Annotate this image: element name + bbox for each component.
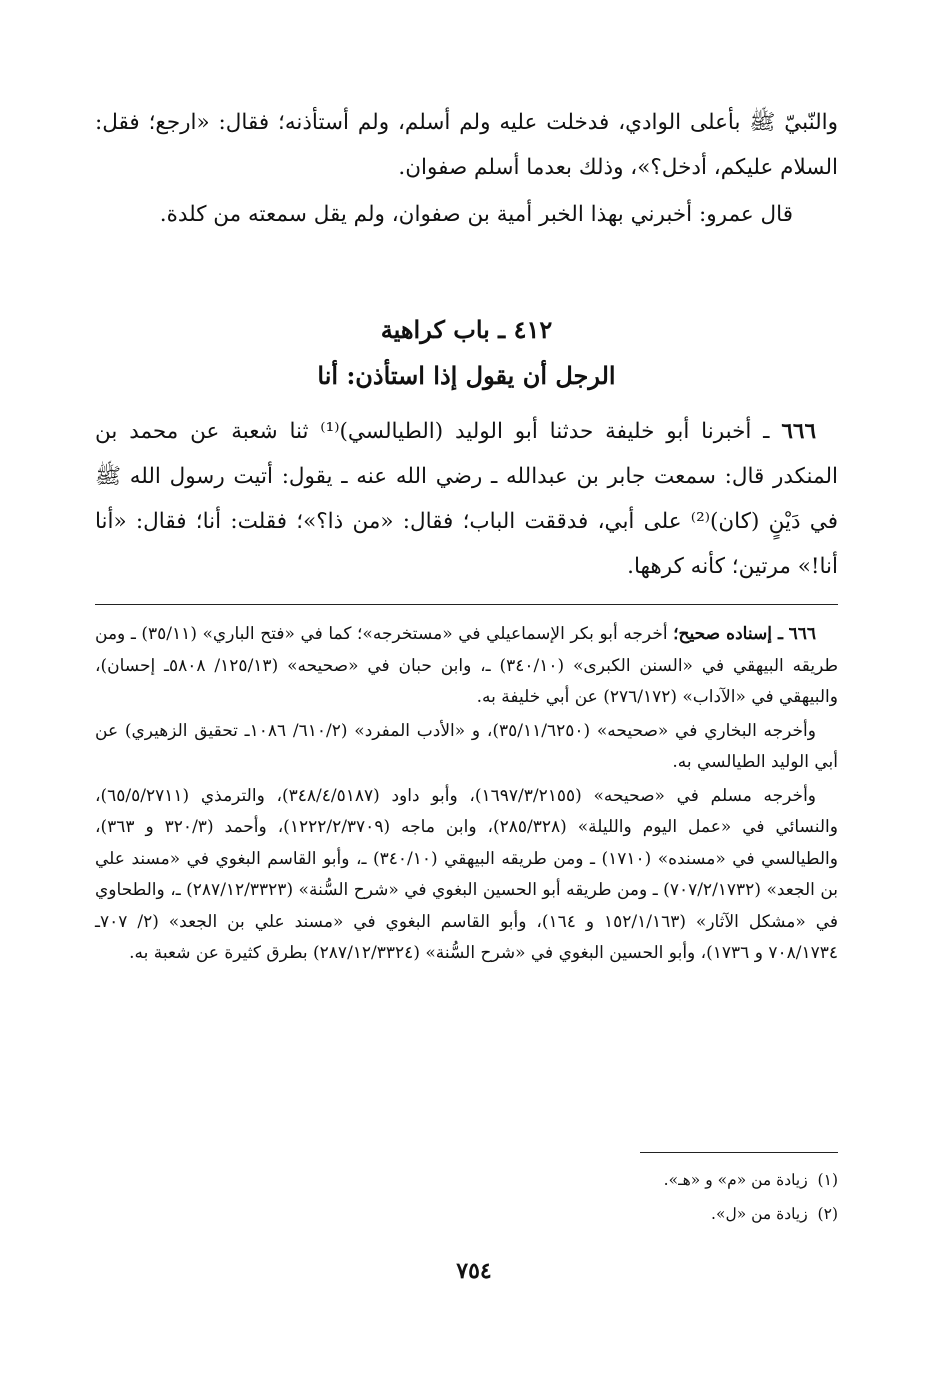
footnote-text: زيادة من «ل». (711, 1205, 808, 1223)
chapter-heading (95, 307, 838, 399)
footnote-number: (١) (817, 1171, 838, 1189)
footnote-text: زيادة من «م» و «هـ». (663, 1171, 808, 1189)
chapter-title-line1: ٤١٢ ـ باب كراهية (380, 315, 553, 344)
footnote-2 (95, 1197, 838, 1231)
commentary-number: ٦٦٦ (788, 624, 817, 644)
page-number: ٧٥٤ (456, 1258, 492, 1284)
hadith-text: ـ أخبرنا أبو خليفة حدثنا أبو الوليد (الطيالسي)⁽¹⁾ ثنا شعبة عن محمد بن المنكدر قال: سمعت جابر بن عبدالله ـ رضي الله عنه ـ يقول: أتيت رسول الله ﷺ في دَيْنٍ (كان)⁽²⁾ على أبي، فدققت الباب؛ فقال: «من ذا؟»؛ فقلت: أنا؛ فقال: «أنا أنا!» مرتين؛ كأنه كرهها. (95, 419, 838, 579)
commentary-grade: ـ إسناده صحيح؛ (673, 624, 784, 644)
commentary (95, 619, 838, 970)
main-text-top (95, 100, 838, 237)
commentary-para-1 (95, 619, 838, 714)
hadith-number: ٦٦٦ (781, 419, 816, 444)
commentary-text-1: أخرجه أبو بكر الإسماعيلي في «مستخرجه»؛ كما في «فتح الباري» (٣٥/١١) ـ ومن طريقه البيهقي في «السنن الكبرى» (٣٤٠/١٠) ـ، وابن حبان في «صحيحه» (١٢٥/١٣/ ٥٨٠٨ـ إحسان)، والبيهقي في «الآداب» (٢٧٦/١٧٢) عن أبي خليفة به. (95, 624, 838, 707)
paragraph-amr: قال عمرو: أخبرني بهذا الخبر أمية بن صفوان، ولم يقل سمعته من كلدة. (159, 202, 793, 227)
paragraph-continuation: والنّبيّ ﷺ بأعلى الوادي، فدخلت عليه ولم أسلم، ولم أستأذنه؛ فقال: «ارجع؛ فقل: السلام عليكم، أدخل؟»، وذلك بعدما أسلم صفوان. (95, 110, 838, 180)
commentary-para-3: وأخرجه مسلم في «صحيحه» (١٦٩٧/٣/٢١٥٥)، وأبو داود (٣٤٨/٤/٥١٨٧)، والترمذي (٦٥/٥/٢٧١١)، والنسائي في «عمل اليوم والليلة» (٢٨٥/٣٢٨)، وابن ماجه (١٢٢٢/٢/٣٧٠٩)، وأحمد (٣٢٠/٣ و ٣٦٣)، والطيالسي في «مسنده» (١٧١٠) ـ ومن طريقه البيهقي (٣٤٠/١٠) ـ، وأبو القاسم البغوي في «مسند علي بن الجعد» (٧٠٧/٢/١٧٣٢) ـ ومن طريقه أبو الحسين البغوي في «شرح السُّنة» (٢٨٧/١٢/٣٣٢٣) ـ، والطحاوي في «مشكل الآثار» (١٥٢/١/١٦٣ و ١٦٤)، وأبو القاسم البغوي في «مسند علي بن الجعد» (٢/ ٧٠٧ـ ٧٠٨/١٧٣٤ و ١٧٣٦)، وأبو الحسين البغوي في «شرح السُّنة» (٢٨٧/١٢/٣٣٢٤) بطرق كثيرة عن شعبة به. (95, 785, 839, 963)
footnote-1 (95, 1163, 838, 1197)
commentary-divider (95, 604, 838, 605)
footnote-divider (640, 1152, 838, 1153)
chapter-title-line2: الرجل أن يقول إذا استأذن: أنا (317, 361, 616, 390)
commentary-para-2: وأخرجه البخاري في «صحيحه» (٣٥/١١/٦٢٥٠)، و «الأدب المفرد» (٦١٠/٢/ ١٠٨٦ـ تحقيق الزهيري) عن أبي الوليد الطيالسي به. (95, 720, 838, 772)
footnotes (95, 1163, 838, 1231)
footnote-number: (٢) (817, 1205, 838, 1223)
hadith-block (95, 409, 838, 589)
hadith-paragraph (95, 409, 838, 589)
